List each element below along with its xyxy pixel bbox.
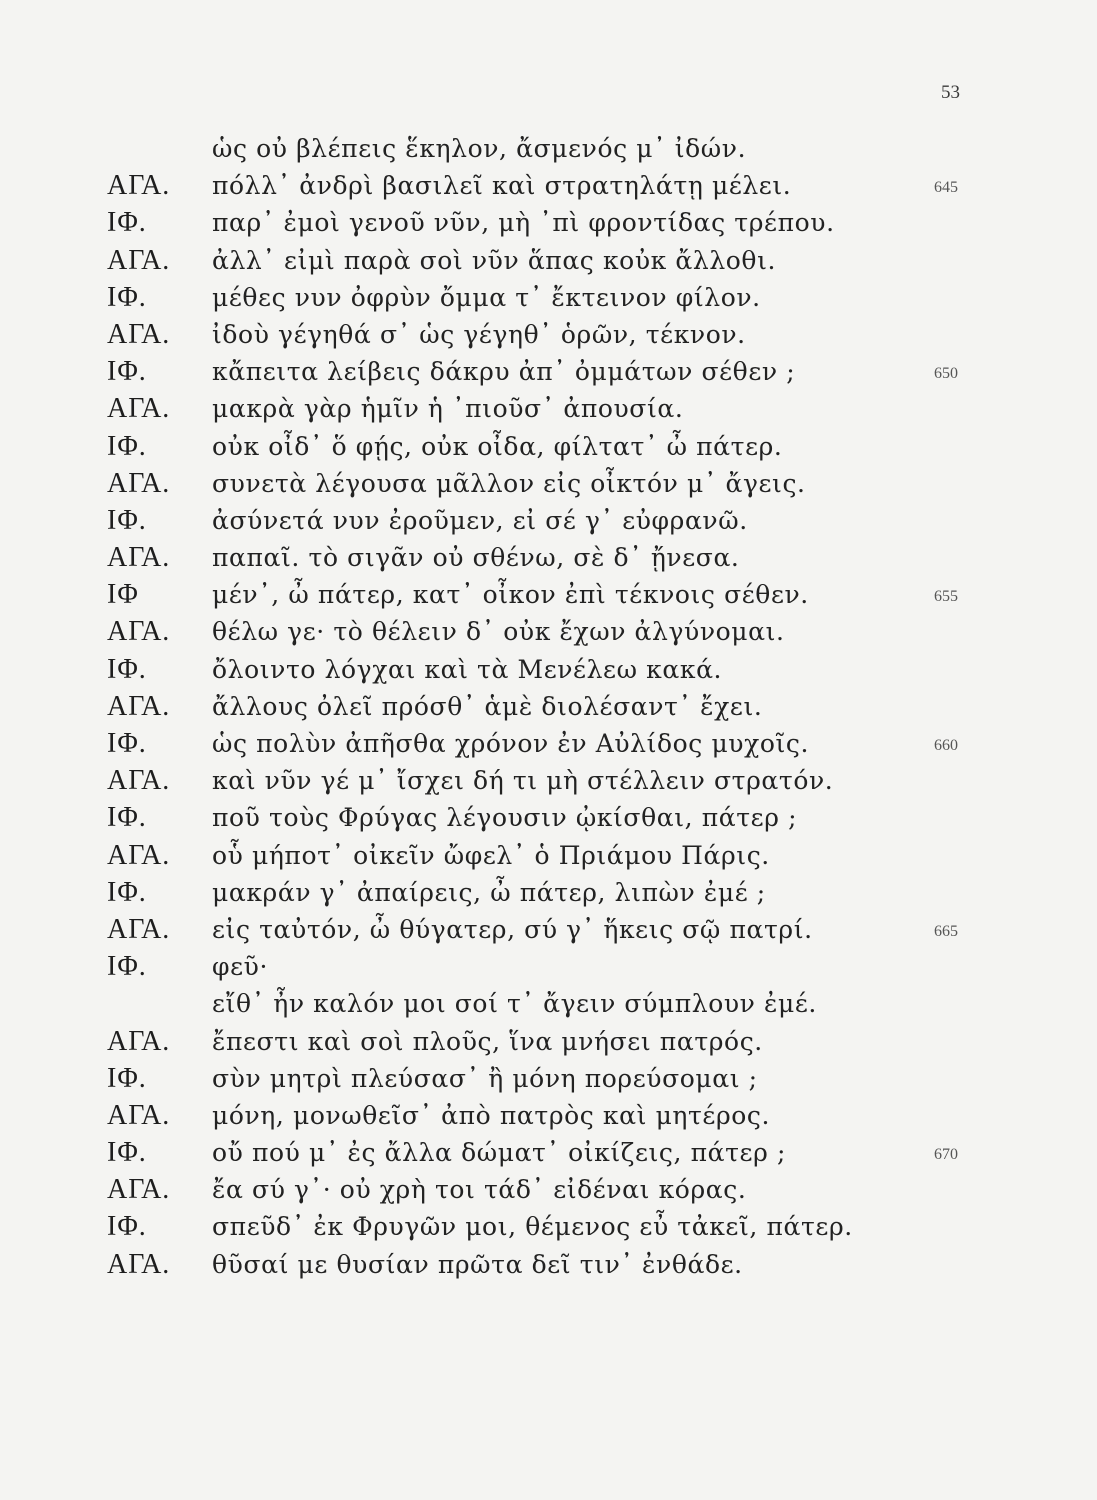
line-number: 650 xyxy=(934,365,958,383)
verse-text: εἴθ᾽ ἦν καλόν μοι σοί τ᾽ ἄγειν σύμπλουν ἐμέ. xyxy=(212,989,817,1019)
verse-text: ὡς πολὺν ἀπῆσθα χρόνον ἐν Αὐλίδος μυχοῖς. xyxy=(212,729,810,758)
line-number: 665 xyxy=(934,922,958,940)
verse-text: ἔπεστι καὶ σοὶ πλοῦς, ἵνα μνήσει πατρός. xyxy=(212,1026,763,1056)
verse-line xyxy=(0,539,1097,576)
verse-text: ὄλοιντο λόγχαι καὶ τὰ Μενέλεω κακά. xyxy=(212,654,723,684)
verse-text: σπεῦδ᾽ ἐκ Φρυγῶν μοι, θέμενος εὖ τἀκεῖ, πάτερ. xyxy=(212,1212,853,1242)
line-number: 645 xyxy=(934,179,958,197)
verse-line xyxy=(0,130,1097,167)
verse-line xyxy=(0,874,1097,911)
verse-line xyxy=(0,428,1097,465)
verse-text: μόνη, μονωθεῖσ᾽ ἀπὸ πατρὸς καὶ μητέρος. xyxy=(212,1100,771,1130)
verse-text: μέν᾽, ὦ πάτερ, κατ᾽ οἶκον ἐπὶ τέκνοις σέθεν. xyxy=(212,580,809,610)
verse-text: σὺν μητρὶ πλεύσασ᾽ ἢ μόνη πορεύσομαι ; xyxy=(212,1063,758,1093)
speaker-label: ΑΓΑ. xyxy=(107,839,171,871)
verse-line xyxy=(0,279,1097,316)
speaker-label: ΙΦ. xyxy=(107,876,147,908)
speaker-label: ΙΦ. xyxy=(107,802,147,834)
speaker-label: ΑΓΑ. xyxy=(107,542,171,574)
verse-line xyxy=(0,651,1097,688)
speaker-label: ΑΓΑ. xyxy=(107,467,171,499)
line-number: 670 xyxy=(934,1146,958,1164)
speaker-label: ΙΦ. xyxy=(107,504,147,536)
speaker-label: ΙΦ. xyxy=(107,1211,147,1243)
verse-line xyxy=(0,390,1097,427)
speaker-label: ΙΦ. xyxy=(107,1137,147,1169)
speaker-label: ΙΦ. xyxy=(107,356,147,388)
verse-line xyxy=(0,911,1097,948)
verse-text: οὗ μήποτ᾽ οἰκεῖν ὤφελ᾽ ὁ Πριάμου Πάρις. xyxy=(212,840,770,870)
speaker-label: ΙΦ. xyxy=(107,281,147,313)
speaker-label: ΙΦ. xyxy=(107,951,147,983)
verse-line xyxy=(0,353,1097,390)
verse-text: ἀλλ᾽ εἰμὶ παρὰ σοὶ νῦν ἅπας κοὐκ ἄλλοθι. xyxy=(212,245,777,275)
verse-text: οὐκ οἶδ᾽ ὅ φῄς, οὐκ οἶδα, φίλτατ᾽ ὦ πάτερ. xyxy=(212,431,783,461)
verse-text: ἀσύνετά νυν ἐροῦμεν, εἰ σέ γ᾽ εὐφρανῶ. xyxy=(212,505,748,535)
speaker-label: ΑΓΑ. xyxy=(107,1099,171,1131)
verse-text: παπαῖ. τὸ σιγᾶν οὐ σθένω, σὲ δ᾽ ᾔνεσα. xyxy=(212,543,740,573)
verse-text: ἰδοὺ γέγηθά σ᾽ ὡς γέγηθ᾽ ὁρῶν, τέκνον. xyxy=(212,319,746,349)
verse-text: φεῦ· xyxy=(212,952,269,982)
speaker-label: ΙΦ. xyxy=(107,1062,147,1094)
speaker-label: ΑΓΑ. xyxy=(107,244,171,276)
verse-text: ποῦ τοὺς Φρύγας λέγουσιν ᾠκίσθαι, πάτερ ; xyxy=(212,803,798,833)
verse-text: πόλλ᾽ ἀνδρὶ βασιλεῖ καὶ στρατηλάτῃ μέλει. xyxy=(212,171,792,201)
verse-text: παρ᾽ ἐμοὶ γενοῦ νῦν, μὴ ᾽πὶ φροντίδας τρέπου. xyxy=(212,208,835,238)
verse-line xyxy=(0,316,1097,353)
verse-line xyxy=(0,613,1097,650)
speaker-label: ΑΓΑ. xyxy=(107,913,171,945)
speaker-label: ΑΓΑ. xyxy=(107,616,171,648)
verse-line xyxy=(0,1023,1097,1060)
verse-text: μακράν γ᾽ ἀπαίρεις, ὦ πάτερ, λιπὼν ἐμέ ; xyxy=(212,877,766,907)
verse-text: θέλω γε· τὸ θέλειν δ᾽ οὐκ ἔχων ἀλγύνομαι. xyxy=(212,617,785,647)
speaker-label: ΙΦ xyxy=(107,579,139,611)
verse-text: θῦσαί με θυσίαν πρῶτα δεῖ τιν᾽ ἐνθάδε. xyxy=(212,1249,743,1279)
speaker-label: ΑΓΑ. xyxy=(107,690,171,722)
speaker-label: ΑΓΑ. xyxy=(107,393,171,425)
verse-line xyxy=(0,204,1097,241)
verse-text: κἄπειτα λείβεις δάκρυ ἀπ᾽ ὀμμάτων σέθεν ; xyxy=(212,357,796,387)
verse-lines xyxy=(0,130,1097,1283)
verse-line xyxy=(0,762,1097,799)
speaker-label: ΙΦ. xyxy=(107,430,147,462)
speaker-label: ΙΦ. xyxy=(107,728,147,759)
verse-line xyxy=(0,1208,1097,1245)
verse-line xyxy=(0,688,1097,725)
verse-text: ἄλλους ὀλεῖ πρόσθ᾽ ἁμὲ διολέσαντ᾽ ἔχει. xyxy=(212,691,763,721)
speaker-label: ΑΓΑ. xyxy=(107,170,171,202)
verse-text: οὔ πού μ᾽ ἐς ἄλλα δώματ᾽ οἰκίζεις, πάτερ ; xyxy=(212,1138,786,1168)
line-number: 655 xyxy=(934,588,958,606)
verse-line xyxy=(0,1134,1097,1171)
verse-line xyxy=(0,1171,1097,1208)
verse-text: συνετὰ λέγουσα μᾶλλον εἰς οἶκτόν μ᾽ ἄγεις. xyxy=(212,468,806,498)
verse-line xyxy=(0,725,1097,762)
verse-line xyxy=(0,1060,1097,1097)
verse-line xyxy=(0,502,1097,539)
line-number: 660 xyxy=(934,737,958,754)
verse-text: καὶ νῦν γέ μ᾽ ἴσχει δή τι μὴ στέλλειν στρατόν. xyxy=(212,766,834,796)
verse-line xyxy=(0,985,1097,1022)
page-number: 53 xyxy=(941,82,960,103)
verse-line xyxy=(0,1097,1097,1134)
verse-line xyxy=(0,1246,1097,1283)
verse-text: ὡς οὐ βλέπεις ἕκηλον, ἄσμενός μ᾽ ἰδών. xyxy=(212,134,747,163)
verse-line xyxy=(0,167,1097,204)
speaker-label: ΑΓΑ. xyxy=(107,318,171,350)
verse-line xyxy=(0,576,1097,613)
verse-line xyxy=(0,242,1097,279)
speaker-label: ΙΦ. xyxy=(107,653,147,685)
verse-text: εἰς ταὐτόν, ὦ θύγατερ, σύ γ᾽ ἥκεις σῷ πατρί. xyxy=(212,914,813,944)
verse-line xyxy=(0,465,1097,502)
verse-line xyxy=(0,837,1097,874)
verse-line xyxy=(0,948,1097,985)
verse-text: μέθες νυν ὀφρὺν ὄμμα τ᾽ ἔκτεινον φίλον. xyxy=(212,282,761,312)
verse-text: μακρὰ γὰρ ἡμῖν ἡ ᾽πιοῦσ᾽ ἀπουσία. xyxy=(212,394,684,424)
verse-line xyxy=(0,799,1097,836)
speaker-label: ΑΓΑ. xyxy=(107,1174,171,1206)
speaker-label: ΑΓΑ. xyxy=(107,1025,171,1057)
speaker-label: ΙΦ. xyxy=(107,207,147,239)
verse-text: ἔα σύ γ᾽· οὐ χρὴ τοι τάδ᾽ εἰδέναι κόρας. xyxy=(212,1175,747,1205)
speaker-label: ΑΓΑ. xyxy=(107,765,171,797)
speaker-label: ΑΓΑ. xyxy=(107,1248,171,1280)
